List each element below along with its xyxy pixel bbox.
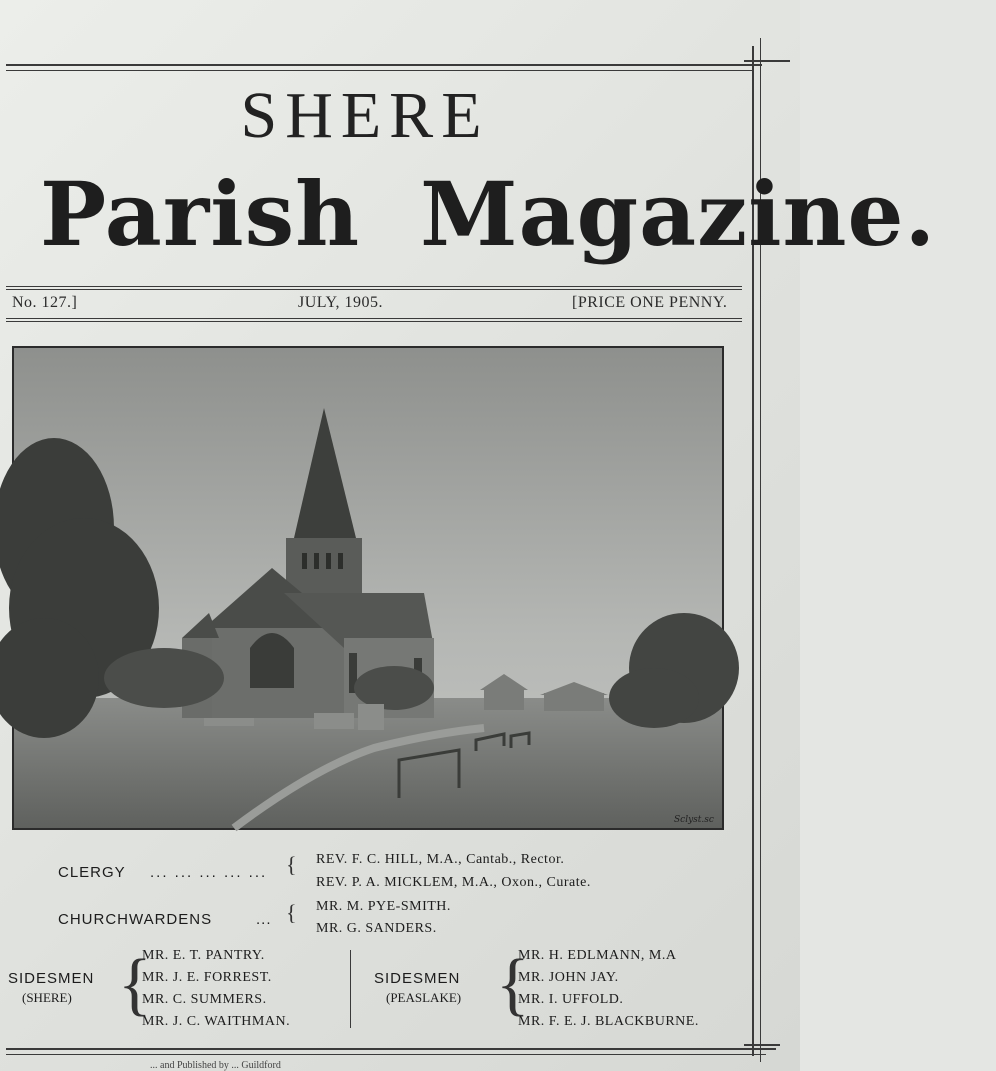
top-rule (6, 64, 762, 66)
sidesmen-shere-entry-2: MR. J. E. FORREST. (142, 970, 272, 985)
sidesmen-shere-entry-3: MR. C. SUMMERS. (142, 992, 267, 1007)
churchwardens-entry-2: MR. G. SANDERS. (316, 921, 437, 936)
sidesmen-peaslake-entry-4: MR. F. E. J. BLACKBURNE. (518, 1014, 699, 1029)
subtitle-word-magazine: Magazine. (420, 162, 937, 266)
issue-number: No. 127.] (12, 294, 78, 311)
bottom-rule (6, 1048, 776, 1050)
churchwardens-label: CHURCHWARDENS (58, 911, 213, 928)
issue-date: JULY, 1905. (298, 294, 383, 311)
clergy-label: CLERGY (58, 864, 126, 881)
churchwardens-brace: { (286, 900, 297, 925)
footer-imprint: ... and Published by ... Guildford (150, 1060, 281, 1071)
sidesmen-divider (350, 950, 351, 1028)
bottom-rule-inner (6, 1054, 766, 1055)
sidesmen-shere-label: SIDESMEN (8, 970, 95, 987)
corner-ornament-bottom (744, 1044, 780, 1046)
sidesmen-peaslake-entry-2: MR. JOHN JAY. (518, 970, 619, 985)
top-rule-inner (6, 70, 754, 71)
meta-rule-bottom (6, 318, 742, 319)
church-engraving-svg (14, 348, 722, 828)
clergy-entry-2: REV. P. A. MICKLEM, M.A., Oxon., Curate. (316, 875, 591, 890)
sidesmen-peaslake-entry-1: MR. H. EDLMANN, M.A (518, 948, 677, 963)
sidesmen-peaslake-sublabel: (PEASLAKE) (386, 990, 462, 1005)
meta-rule-top (6, 286, 742, 287)
sidesmen-peaslake-brace: { (496, 946, 530, 1023)
corner-ornament-top (744, 60, 790, 62)
churchwardens-entry-1: MR. M. PYE-SMITH. (316, 899, 451, 914)
engraver-signature: Sclyst.sc (674, 815, 714, 825)
meta-rule-top-2 (6, 289, 742, 290)
sidesmen-peaslake-label: SIDESMEN (374, 970, 461, 987)
clergy-brace: { (286, 852, 297, 877)
masthead-subtitle (40, 162, 937, 266)
sidesmen-shere-sublabel: (SHERE) (22, 990, 72, 1005)
sidesmen-shere-entry-1: MR. E. T. PANTRY. (142, 948, 265, 963)
issue-price: [PRICE ONE PENNY. (572, 294, 728, 311)
masthead-title: SHERE (240, 79, 490, 152)
subtitle-word-parish: Parish (40, 162, 361, 266)
churchwardens-dots: ... (256, 911, 272, 928)
clergy-entry-1: REV. F. C. HILL, M.A., Cantab., Rector. (316, 852, 565, 867)
sidesmen-shere-entry-4: MR. J. C. WAITHMAN. (142, 1014, 291, 1029)
church-illustration (12, 346, 724, 830)
clergy-dots: ... ... ... ... ... (150, 864, 268, 881)
sidesmen-shere-brace: { (118, 946, 152, 1023)
sidesmen-peaslake-entry-3: MR. I. UFFOLD. (518, 992, 624, 1007)
meta-rule-bottom-2 (6, 321, 742, 322)
